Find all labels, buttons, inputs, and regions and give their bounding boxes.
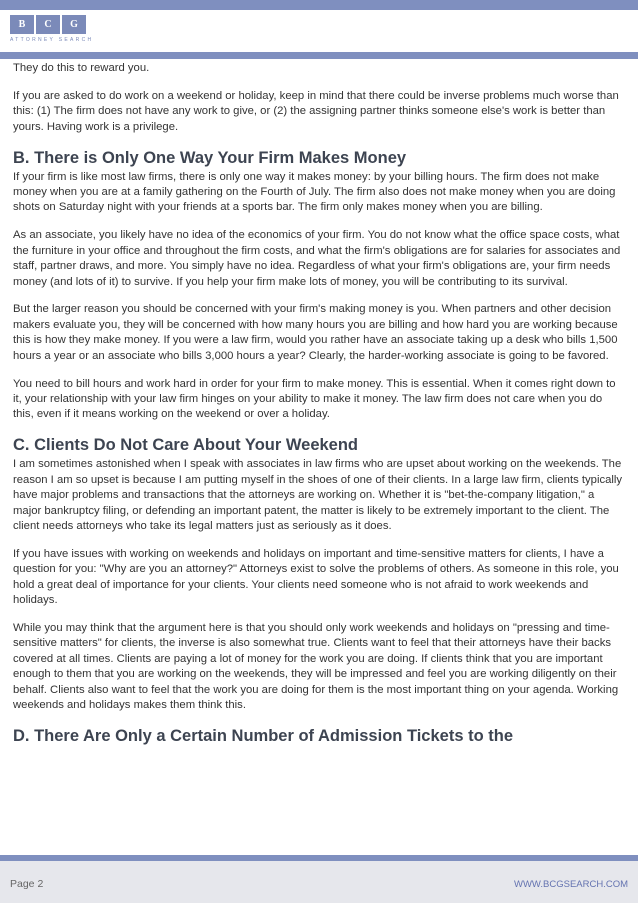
header-divider bbox=[0, 52, 638, 59]
paragraph: If you have issues with working on weekends and holidays on important and time-sensitive matters for clients, I have a question for you: "Why are you an attorney?" Attorneys exist to solve the problems of others. As someone in this role, you hold a great deal of importance for your clients. Your clients need someone who is not afraid to work weekends and holidays. bbox=[13, 547, 619, 607]
logo-letter-b: B bbox=[10, 15, 34, 34]
section-heading-d: D. There Are Only a Certain Number of Admission Tickets to the bbox=[13, 726, 513, 745]
logo-letter-c: C bbox=[36, 15, 60, 34]
paragraph: As an associate, you likely have no idea of the economics of your firm. You do not know what the office space costs, what the furniture in your office and throughout the firm costs, and what the firm's obligations are for salaries for associates and staff, partner draws, and more. You simply have no idea. Regardless of what your firm's obligations are, your firm needs money (and lots of it) to survive. If you help your firm make lots of money, you will be contributing to its survival. bbox=[13, 229, 621, 288]
paragraph: While you may think that the argument here is that you should only work weekends and holidays on "pressing and time-sensitive matters" for clients, the inverse is also somewhat true. Clients want to feel that their attorneys have their backs covered at all times. Clients are paying a lot of money for the work you are doing. If clients think that you are important enough to them that you are working on the weekends, they will be impressed and feel you are working diligently on their behalf. Clients also want to feel that the work you are doing for them is the most important thing on your agenda. Working weekends and holidays makes them think this. bbox=[13, 621, 619, 711]
website-link[interactable]: WWW.BCGSEARCH.COM bbox=[514, 879, 628, 890]
paragraph: They do this to reward you. bbox=[13, 62, 150, 74]
page-footer bbox=[0, 861, 638, 903]
paragraph: I am sometimes astonished when I speak with associates in law firms who are upset about working on the weekends. The reason I am so upset is because I am putting myself in the shoes of one of their clients. In a large law firm, clients typically have major problems and transactions that the attorneys are working on. Whether it is "bet-the-company litigation," a major bankruptcy filing, or defending an important patent, the matter is likely to be extremely important to the client. The client needs attorneys who take its legal matters just as seriously as it does. bbox=[13, 458, 623, 532]
logo-letter-g: G bbox=[62, 15, 86, 34]
logo-letter-boxes bbox=[10, 15, 94, 34]
paragraph: But the larger reason you should be concerned with your firm's making money is you. When partners and other decision makers evaluate you, they will be concerned with how many hours you are billing and how hard you are working because this is how they make money. If you were a law firm, would you rather have an associate taking up a desk who bills 1,500 hours a year or an associate who bills 3,000 hours a year? Clearly, the harder-working associate is going to be favored. bbox=[13, 303, 618, 362]
document-body bbox=[13, 61, 625, 748]
paragraph: You need to bill hours and work hard in order for your firm to make money. This is essential. When it comes right down to it, your relationship with your law firm hinges on your ability to make it money. The law firm does not care when you do this, even if it means working on the weekend or over a holiday. bbox=[13, 377, 616, 421]
top-accent-bar bbox=[0, 0, 638, 10]
section-heading-c: C. Clients Do Not Care About Your Weekend bbox=[13, 436, 359, 455]
paragraph: If you are asked to do work on a weekend or holiday, keep in mind that there could be inverse problems much worse than this: (1) The firm does not have any work to give, or (2) the assigning partner thinks someone else's work is better than yours. Having work is a privilege. bbox=[13, 89, 619, 133]
page-number: Page 2 bbox=[10, 878, 44, 890]
bcg-logo bbox=[10, 15, 94, 47]
section-heading-b: B. There is Only One Way Your Firm Makes Money bbox=[13, 148, 407, 167]
paragraph: If your firm is like most law firms, there is only one way it makes money: by your billing hours. The firm does not make money when you are at a family gathering on the Fourth of July. The firm also does not make money when you are doing shots on Saturday night with your friends at a sports bar. The firm only makes money when you are billing. bbox=[13, 170, 616, 214]
logo-tagline: ATTORNEY SEARCH bbox=[10, 37, 94, 43]
